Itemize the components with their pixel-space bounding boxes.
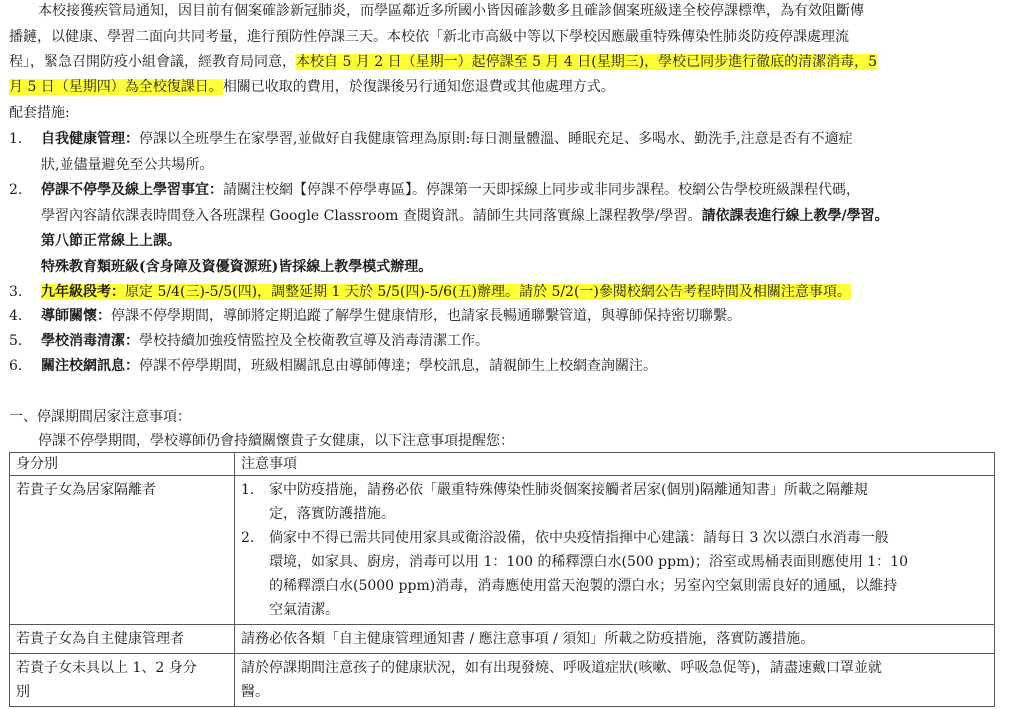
measure-4-number: 4.	[9, 308, 23, 324]
list-item-cont	[241, 598, 988, 622]
measure-6-text: 停課不停學期間，班級相關訊息由導師傳達；學校訊息，請親師生上校網查詢關注。	[139, 358, 657, 374]
table-cell-identity	[10, 654, 235, 707]
intro-highlight-dates: 本校自 5 月 2 日（星期一）起停課至 5 月 4 日(星期三)，學校已同步進行徹底的清潔消毒，5	[296, 54, 878, 70]
list-item-cont	[241, 574, 988, 598]
table-row	[10, 654, 995, 707]
intro-line-4-plain: 相關已收取的費用，於復課後另行通知您退費或其他處理方式。	[222, 79, 615, 95]
measure-2-bold: 請依課表進行線上教學/學習。	[701, 208, 889, 224]
measures-title: 配套措施:	[9, 105, 70, 121]
table-cell-identity: 若貴子女為居家隔離者	[10, 476, 235, 625]
list-item-text: 環境，如家具、廚房，消毒可以用 1：100 的稀釋漂白水(500 ppm)；浴室或馬桶表面則應使用 1：10	[269, 554, 908, 570]
measure-2-cont	[41, 206, 889, 226]
intro-line-3	[9, 52, 877, 72]
measure-2-line4: 特殊教育類班級(含身障及資優資源班)皆採線上教學模式辦理。	[41, 259, 433, 275]
list-item-number: 1.	[241, 482, 255, 498]
list-item-text: 的稀釋漂白水(5000 ppm)消毒，消毒應使用當天泡製的漂白水；另室內空氣則需良好的通風，以維持	[269, 578, 898, 594]
section-1-title: 一、停課期間居家注意事項：	[9, 409, 191, 425]
table-cell-notes	[235, 654, 995, 707]
table-cell-notes: 請務必依各類「自主健康管理通知書 / 應注意事項 / 須知」所載之防疫措施，落實防護措施。	[235, 625, 995, 654]
measure-5-label: 學校消毒清潔：	[41, 333, 139, 349]
table-cell-notes	[235, 476, 995, 625]
measure-5	[41, 331, 489, 351]
measure-2-text2: 學習內容請依課表時間登入各班課程 Google Classroom 查閱資訊。請師生共同落實線上課程教學/學習。	[41, 208, 702, 224]
list-item	[241, 526, 988, 550]
measure-5-number: 5.	[9, 333, 23, 349]
intro-line-3-plain: 程」，緊急召開防疫小組會議，經教育局同意，	[9, 54, 296, 70]
measure-3-number: 3.	[9, 284, 23, 300]
table-cell-text: 別	[16, 684, 30, 700]
intro-line-1: 本校接獲疾管局通知，因目前有個案確診新冠肺炎，而學區鄰近多所國小皆因確診數多且確診個案班級達全校停課標準，為有效阻斷傳	[38, 3, 864, 19]
list-item-number: 2.	[241, 530, 255, 546]
measure-6-number: 6.	[9, 358, 23, 374]
table-cell-text: 若貴子女未具以上 1、2 身分	[16, 660, 197, 676]
measure-3-label: 九年級段考：	[41, 284, 125, 300]
list-item-cont	[241, 550, 988, 574]
measure-6-label: 關注校網訊息：	[41, 358, 139, 374]
list-item	[241, 478, 988, 502]
measure-5-text: 學校持續加強疫情監控及全校衛教宣導及消毒清潔工作。	[139, 333, 489, 349]
measure-1-label: 自我健康管理：	[41, 131, 139, 147]
measure-1-number: 1.	[9, 131, 23, 147]
measure-4-text: 停課不停學期間，導師將定期追蹤了解學生健康情形，也請家長暢通聯繫管道，與導師保持密切聯繫。	[111, 308, 741, 324]
list-item-text: 家中防疫措施，請務必依「嚴重特殊傳染性肺炎個案接觸者居家(個別)隔離通知書」所載之隔離規	[269, 482, 868, 498]
table-cell-text: 醫。	[241, 684, 269, 700]
table-row	[10, 476, 995, 625]
list-item-text: 空氣清潔。	[269, 602, 339, 618]
measure-2-line3: 第八節正常線上上課。	[41, 233, 181, 249]
measure-2	[41, 180, 860, 200]
intro-line-4	[9, 77, 615, 97]
list-item-text: 倘家中不得已需共同使用家具或衛浴設備，依中央疫情指揮中心建議：請每日 3 次以漂白水消毒一般	[269, 530, 889, 546]
table-cell-identity: 若貴子女為自主健康管理者	[10, 625, 235, 654]
table-cell-text: 請於停課期間注意孩子的健康狀況，如有出現發燒、呼吸道症狀(咳嗽、呼吸急促等)，請盡速戴口罩並就	[241, 660, 882, 676]
measure-3-text: 原定 5/4(三)-5/5(四)，調整延期 1 天於 5/5(四)-5/6(五)辦理。請於 5/2(一)參閱校網公告考程時間及相關注意事項。	[125, 284, 851, 300]
table-row	[10, 625, 995, 654]
measure-6	[41, 356, 657, 376]
precautions-table	[9, 452, 995, 707]
measure-2-label: 停課不停學及線上學習事宜：	[41, 182, 223, 198]
table-header-identity: 身分別	[10, 453, 235, 476]
measure-3-highlight	[41, 284, 851, 300]
section-1-subtitle: 停課不停學期間，學校導師仍會持續關懷貴子女健康，以下注意事項提醒您：	[38, 433, 514, 449]
list-item-cont	[241, 502, 988, 526]
measure-4	[41, 306, 741, 326]
intro-highlight-resume: 月 5 日（星期四）為全校復課日。	[9, 79, 223, 95]
measure-1-cont: 狀,並儘量避免至公共場所。	[41, 157, 214, 173]
measure-3	[41, 282, 851, 302]
table-header-notes: 注意事項	[235, 453, 995, 476]
list-item-text: 定，落實防護措施。	[269, 506, 395, 522]
measure-1-text: 停課以全班學生在家學習,並做好自我健康管理為原則:每日測量體溫、睡眠充足、多喝水、勤洗手,注意是否有不適症	[139, 131, 853, 147]
table-header-row	[10, 453, 995, 476]
measure-2-number: 2.	[9, 182, 23, 198]
intro-line-2: 播鏈，以健康、學習二面向共同考量，進行預防性停課三天。本校依「新北市高級中等以下學校因應嚴重特殊傳染性肺炎防疫停課處理流	[9, 29, 849, 45]
measure-2-text: 請關注校網【停課不停學專區】。停課第一天即採線上同步或非同步課程。校網公告學校班級課程代碼，	[223, 182, 860, 198]
measure-1	[41, 129, 853, 149]
measure-4-label: 導師關懷：	[41, 308, 111, 324]
